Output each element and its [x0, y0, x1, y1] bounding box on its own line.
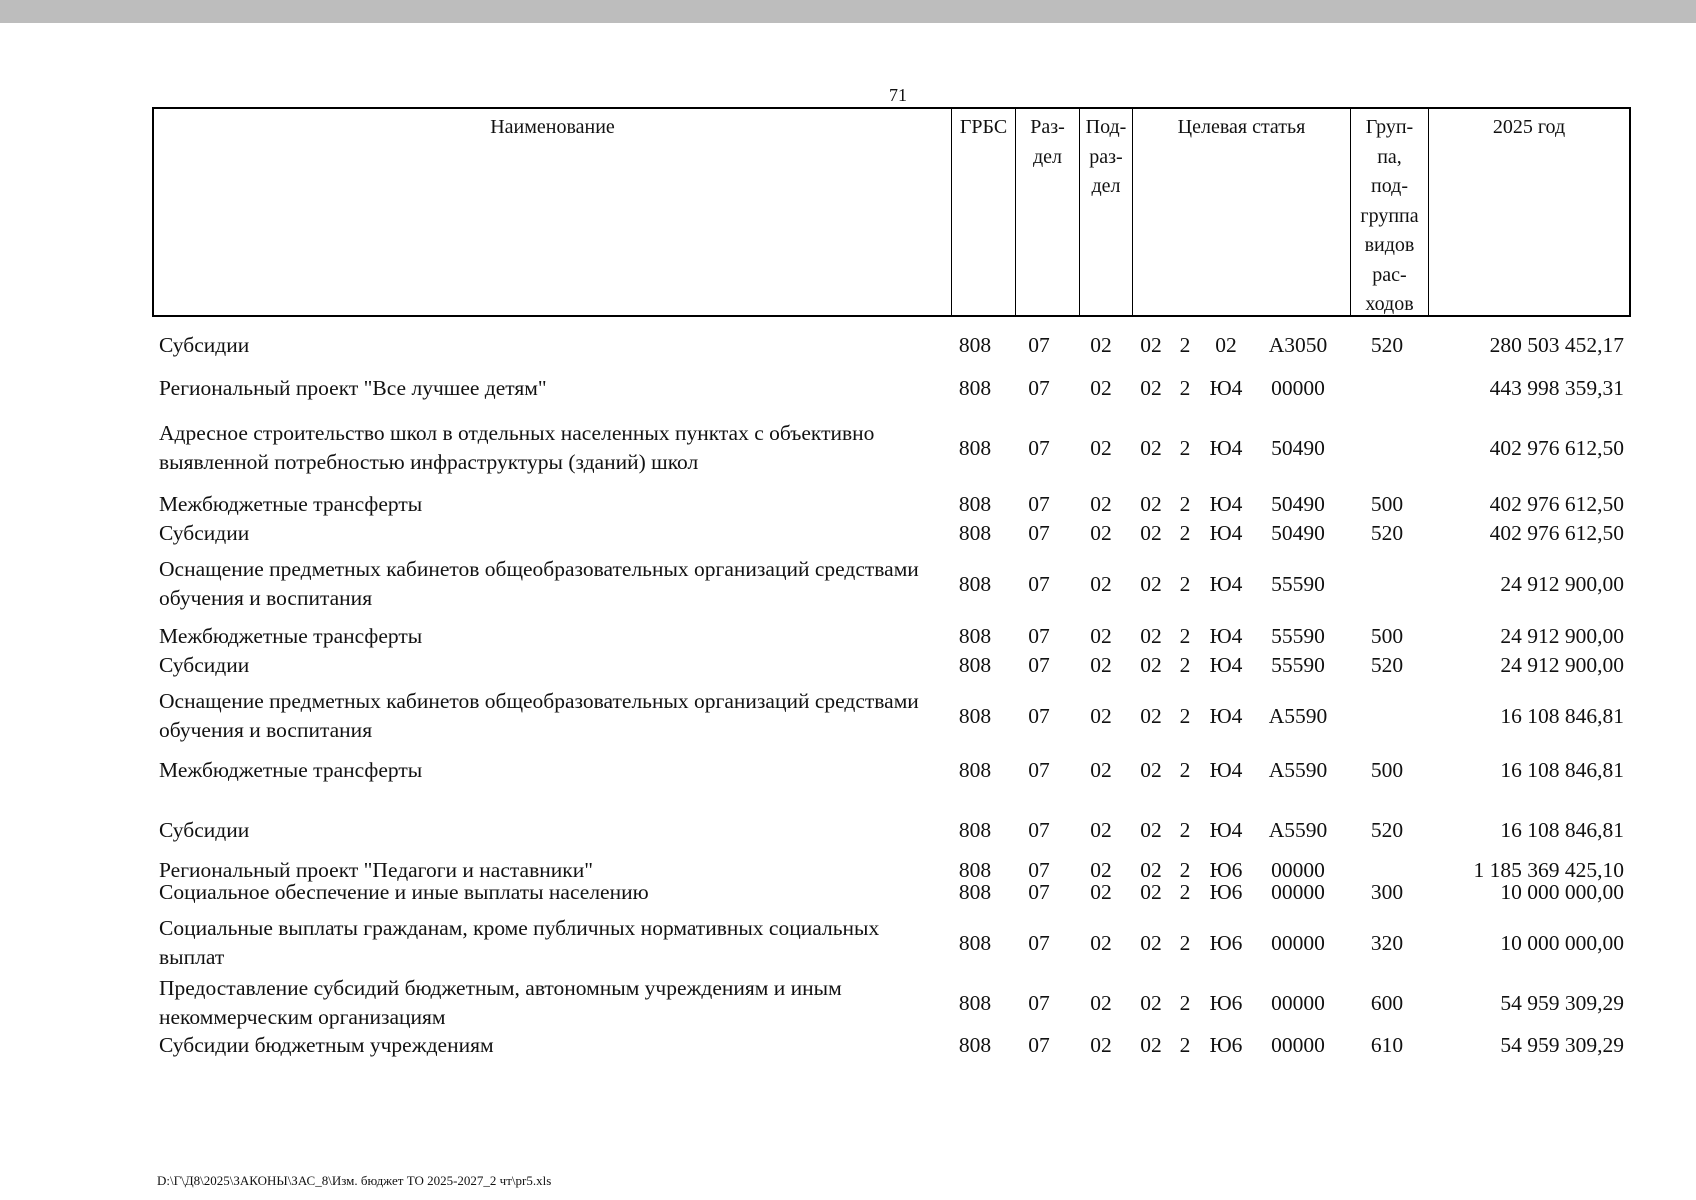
row-sum: 16 108 846,81 [1500, 757, 1624, 782]
row-grbs: 808 [958, 879, 992, 904]
row-grbs: 808 [958, 491, 992, 516]
header-razdel: Раз- дел [1015, 109, 1079, 315]
row-sum: 10 000 000,00 [1500, 879, 1624, 904]
row-t4: А5590 [1268, 817, 1328, 842]
row-sum: 24 912 900,00 [1500, 652, 1624, 677]
row-sum: 1 185 369 425,10 [1473, 857, 1624, 882]
row-t3: Ю6 [1209, 1032, 1243, 1057]
row-grbs: 808 [958, 623, 992, 648]
row-vr: 520 [1370, 652, 1404, 677]
row-pr: 02 [1090, 435, 1112, 460]
row-name: Социальное обеспечение и иные выплаты населению [159, 879, 649, 904]
row-grbs: 808 [958, 930, 992, 955]
row-pr: 02 [1090, 930, 1112, 955]
row-t3: Ю4 [1209, 703, 1243, 728]
row-t1: 02 [1140, 817, 1162, 842]
row-t4: 50490 [1271, 435, 1325, 460]
header-target: Целевая статья [1132, 109, 1350, 315]
row-sum: 402 976 612,50 [1489, 491, 1624, 516]
row-rz: 07 [1028, 332, 1050, 357]
row-pr: 02 [1090, 1032, 1112, 1057]
row-t3: Ю4 [1209, 757, 1243, 782]
row-rz: 07 [1028, 491, 1050, 516]
row-t3: Ю4 [1209, 375, 1243, 400]
document-page [0, 23, 1696, 1200]
row-sum: 54 959 309,29 [1500, 1032, 1624, 1057]
row-name: Субсидии [159, 520, 250, 545]
row-pr: 02 [1090, 520, 1112, 545]
row-pr: 02 [1090, 879, 1112, 904]
row-grbs: 808 [958, 571, 992, 596]
row-t1: 02 [1140, 491, 1162, 516]
row-pr: 02 [1090, 571, 1112, 596]
row-pr: 02 [1090, 332, 1112, 357]
row-grbs: 808 [958, 652, 992, 677]
row-sum: 402 976 612,50 [1489, 520, 1624, 545]
row-t2: 2 [1179, 857, 1191, 882]
row-t1: 02 [1140, 571, 1162, 596]
row-t1: 02 [1140, 520, 1162, 545]
row-t4: 00000 [1271, 930, 1325, 955]
row-name: Региональный проект "Педагоги и наставники" [159, 857, 593, 882]
row-t3: Ю4 [1209, 817, 1243, 842]
row-pr: 02 [1090, 990, 1112, 1015]
row-rz: 07 [1028, 757, 1050, 782]
row-sum: 402 976 612,50 [1489, 435, 1624, 460]
row-t1: 02 [1140, 375, 1162, 400]
row-t2: 2 [1179, 652, 1191, 677]
row-grbs: 808 [958, 1032, 992, 1057]
row-name: Адресное строительство школ в отдельных населенных пунктах с объективно выявленной потребностью инфраструктуры (зданий) школ [159, 421, 875, 474]
row-t3: Ю4 [1209, 623, 1243, 648]
row-name: Оснащение предметных кабинетов общеобразовательных организаций средствами обучения и воспитания [159, 689, 919, 742]
row-t1: 02 [1140, 857, 1162, 882]
row-sum: 10 000 000,00 [1500, 930, 1624, 955]
row-t2: 2 [1179, 817, 1191, 842]
row-vr: 500 [1370, 623, 1404, 648]
row-grbs: 808 [958, 520, 992, 545]
row-t4: 55590 [1271, 652, 1325, 677]
row-grbs: 808 [958, 817, 992, 842]
row-vr: 520 [1370, 332, 1404, 357]
row-t1: 02 [1140, 703, 1162, 728]
row-rz: 07 [1028, 930, 1050, 955]
row-name: Субсидии бюджетным учреждениям [159, 1032, 494, 1057]
row-name: Субсидии [159, 332, 250, 357]
row-t2: 2 [1179, 623, 1191, 648]
row-vr [1348, 366, 1426, 410]
header-group: Груп- па, под- группа видов рас- ходов [1350, 109, 1428, 315]
row-t1: 02 [1140, 652, 1162, 677]
header-grbs: ГРБС [951, 109, 1015, 315]
row-vr: 600 [1370, 990, 1404, 1015]
row-sum: 280 503 452,17 [1489, 332, 1624, 357]
row-t3: Ю4 [1209, 491, 1243, 516]
row-t4: 00000 [1271, 1032, 1325, 1057]
row-pr: 02 [1090, 375, 1112, 400]
row-sum: 443 998 359,31 [1489, 375, 1624, 400]
row-t3: Ю4 [1209, 520, 1243, 545]
row-grbs: 808 [958, 435, 992, 460]
row-grbs: 808 [958, 703, 992, 728]
row-t1: 02 [1140, 1032, 1162, 1057]
row-rz: 07 [1028, 520, 1050, 545]
row-sum: 24 912 900,00 [1500, 623, 1624, 648]
row-t4: 50490 [1271, 520, 1325, 545]
row-t2: 2 [1179, 757, 1191, 782]
row-t2: 2 [1179, 571, 1191, 596]
table-row [152, 650, 1632, 680]
row-name: Межбюджетные трансферты [159, 491, 423, 516]
row-vr: 500 [1370, 491, 1404, 516]
row-t3: Ю4 [1209, 652, 1243, 677]
row-t2: 2 [1179, 703, 1191, 728]
row-t3: 02 [1215, 332, 1237, 357]
table-row [152, 489, 1632, 519]
row-t2: 2 [1179, 375, 1191, 400]
row-rz: 07 [1028, 623, 1050, 648]
table-header [152, 107, 1631, 317]
row-rz: 07 [1028, 990, 1050, 1015]
row-name: Предоставление субсидий бюджетным, автономным учреждениям и иным некоммерческим организациям [159, 976, 842, 1029]
table-row [152, 411, 1632, 485]
row-rz: 07 [1028, 703, 1050, 728]
file-path-footer: D:\Г\Д8\2025\ЗАКОНЫ\ЗАС_8\Изм. бюджет ТО 2025-2027_2 чт\pr5.xls [157, 1173, 552, 1188]
row-grbs: 808 [958, 375, 992, 400]
row-t2: 2 [1179, 332, 1191, 357]
row-t4: А5590 [1268, 703, 1328, 728]
row-grbs: 808 [958, 857, 992, 882]
row-t1: 02 [1140, 623, 1162, 648]
table-row [152, 366, 1632, 410]
row-name: Субсидии [159, 652, 250, 677]
row-t2: 2 [1179, 930, 1191, 955]
row-rz: 07 [1028, 817, 1050, 842]
row-t3: Ю6 [1209, 930, 1243, 955]
row-rz: 07 [1028, 652, 1050, 677]
row-pr: 02 [1090, 857, 1112, 882]
row-t1: 02 [1140, 435, 1162, 460]
row-rz: 07 [1028, 857, 1050, 882]
row-t2: 2 [1179, 990, 1191, 1015]
row-t2: 2 [1179, 491, 1191, 516]
row-t2: 2 [1179, 1032, 1191, 1057]
row-t2: 2 [1179, 879, 1191, 904]
row-t4: 00000 [1271, 990, 1325, 1015]
row-vr: 320 [1370, 930, 1404, 955]
table-row [152, 621, 1632, 651]
table-row [152, 877, 1632, 907]
row-sum: 54 959 309,29 [1500, 990, 1624, 1015]
header-name: Наименование [490, 116, 615, 138]
row-vr: 520 [1370, 520, 1404, 545]
row-name: Региональный проект "Все лучшее детям" [159, 375, 547, 400]
row-t3: Ю4 [1209, 571, 1243, 596]
row-t1: 02 [1140, 332, 1162, 357]
row-t1: 02 [1140, 990, 1162, 1015]
row-t4: 00000 [1271, 879, 1325, 904]
row-t4: 00000 [1271, 375, 1325, 400]
row-vr: 500 [1370, 757, 1404, 782]
row-t1: 02 [1140, 757, 1162, 782]
row-vr [1348, 547, 1426, 621]
row-sum: 24 912 900,00 [1500, 571, 1624, 596]
row-pr: 02 [1090, 652, 1112, 677]
row-t3: Ю4 [1209, 435, 1243, 460]
row-vr: 300 [1370, 879, 1404, 904]
row-t2: 2 [1179, 520, 1191, 545]
page-number: 71 [889, 85, 907, 105]
header-year: 2025 год [1428, 109, 1629, 315]
row-t4: 55590 [1271, 623, 1325, 648]
row-vr [1348, 411, 1426, 485]
row-grbs: 808 [958, 332, 992, 357]
row-rz: 07 [1028, 879, 1050, 904]
table-row [152, 737, 1632, 803]
row-pr: 02 [1090, 623, 1112, 648]
row-t3: Ю6 [1209, 990, 1243, 1015]
row-pr: 02 [1090, 757, 1112, 782]
row-t1: 02 [1140, 879, 1162, 904]
row-name: Межбюджетные трансферты [159, 623, 423, 648]
row-pr: 02 [1090, 703, 1112, 728]
row-t4: А3050 [1268, 332, 1328, 357]
table-row [152, 518, 1632, 548]
row-rz: 07 [1028, 435, 1050, 460]
row-t4: 50490 [1271, 491, 1325, 516]
row-rz: 07 [1028, 1032, 1050, 1057]
row-name: Межбюджетные трансферты [159, 757, 423, 782]
table-row [152, 547, 1632, 621]
table-row [152, 1025, 1632, 1065]
row-vr: 610 [1370, 1032, 1404, 1057]
row-t4: 00000 [1271, 857, 1325, 882]
row-name: Оснащение предметных кабинетов общеобразовательных организаций средствами обучения и воспитания [159, 557, 919, 610]
row-name: Социальные выплаты гражданам, кроме публичных нормативных социальных выплат [159, 916, 880, 969]
row-name: Субсидии [159, 817, 250, 842]
row-sum: 16 108 846,81 [1500, 817, 1624, 842]
header-podrazdel: Под- раз- дел [1079, 109, 1132, 315]
row-vr: 520 [1370, 817, 1404, 842]
row-grbs: 808 [958, 757, 992, 782]
row-t3: Ю6 [1209, 857, 1243, 882]
row-pr: 02 [1090, 491, 1112, 516]
row-grbs: 808 [958, 990, 992, 1015]
row-t4: А5590 [1268, 757, 1328, 782]
row-sum: 16 108 846,81 [1500, 703, 1624, 728]
row-pr: 02 [1090, 817, 1112, 842]
row-rz: 07 [1028, 571, 1050, 596]
row-t1: 02 [1140, 930, 1162, 955]
table-row [152, 323, 1632, 367]
row-t4: 55590 [1271, 571, 1325, 596]
row-rz: 07 [1028, 375, 1050, 400]
row-t2: 2 [1179, 435, 1191, 460]
row-t3: Ю6 [1209, 879, 1243, 904]
